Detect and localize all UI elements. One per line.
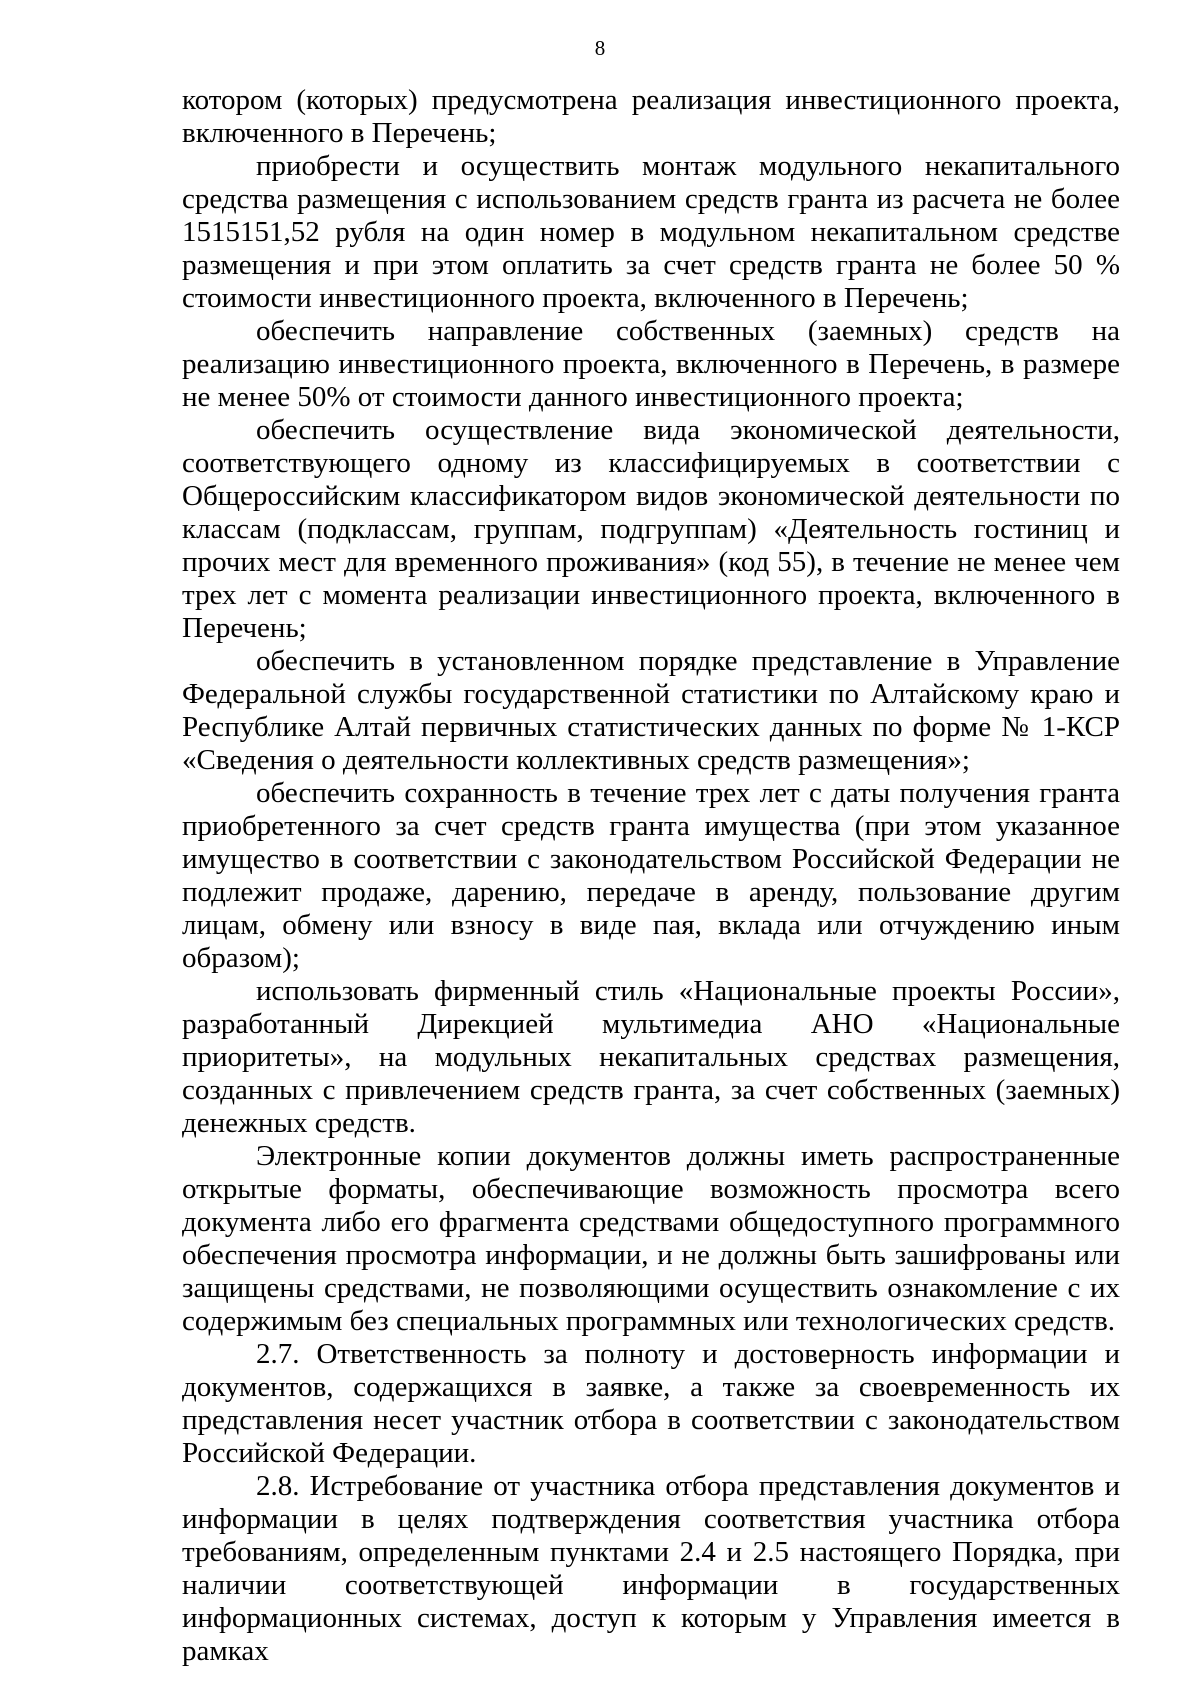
paragraph: Электронные копии документов должны иметь распространенные открытые форматы, обеспечивающие возможность просмотра всего документа либо его фрагмента средствами общедоступного программного обеспечения просмотра информации, и не должны быть зашифрованы или защищены средствами, не позволяющими осуществить ознакомление с их содержимым без специальных программных или технологических средств. [182, 1140, 1120, 1337]
paragraph: котором (которых) предусмотрена реализация инвестиционного проекта, включенного в Перечень; [182, 84, 1120, 149]
body-text [182, 84, 1120, 1668]
paragraph: обеспечить направление собственных (заемных) средств на реализацию инвестиционного проекта, включенного в Перечень, в размере не менее 50% от стоимости данного инвестиционного проекта; [182, 315, 1120, 413]
paragraph-clause-2-7: 2.7. Ответственность за полноту и достоверность информации и документов, содержащихся в заявке, а также за своевременность их представления несет участник отбора в соответствии с законодательством Российской Федерации. [182, 1338, 1120, 1469]
paragraph: использовать фирменный стиль «Национальные проекты России», разработанный Дирекцией мультимедиа АНО «Национальные приоритеты», на модульных некапитальных средствах размещения, созданных с привлечением средств гранта, за счет собственных (заемных) денежных средств. [182, 975, 1120, 1139]
paragraph: обеспечить осуществление вида экономической деятельности, соответствующего одному из классифицируемых в соответствии с Общероссийским классификатором видов экономической деятельности по классам (подклассам, группам, подгруппам) «Деятельность гостиниц и прочих мест для временного проживания» (код 55), в течение не менее чем трех лет с момента реализации инвестиционного проекта, включенного в Перечень; [182, 414, 1120, 644]
paragraph: обеспечить в установленном порядке представление в Управление Федеральной службы государственной статистики по Алтайскому краю и Республике Алтай первичных статистических данных по форме № 1-КСР «Сведения о деятельности коллективных средств размещения»; [182, 645, 1120, 776]
paragraph: обеспечить сохранность в течение трех лет с даты получения гранта приобретенного за счет средств гранта имущества (при этом указанное имущество в соответствии с законодательством Российской Федерации не подлежит продаже, дарению, передаче в аренду, пользование другим лицам, обмену или взносу в виде пая, вклада или отчуждению иным образом); [182, 777, 1120, 974]
paragraph-clause-2-8: 2.8. Истребование от участника отбора представления документов и информации в целях подтверждения соответствия участника отбора требованиям, определенным пунктами 2.4 и 2.5 настоящего Порядка, при наличии соответствующей информации в государственных информационных системах, доступ к которым у Управления имеется в рамках [182, 1470, 1120, 1667]
paragraph: приобрести и осуществить монтаж модульного некапитального средства размещения с использованием средств гранта из расчета не более 1515151,52 рубля на один номер в модульном некапитальном средстве размещения и при этом оплатить за счет средств гранта не более 50 % стоимости инвестиционного проекта, включенного в Перечень; [182, 150, 1120, 314]
page-number: 8 [594, 36, 606, 60]
